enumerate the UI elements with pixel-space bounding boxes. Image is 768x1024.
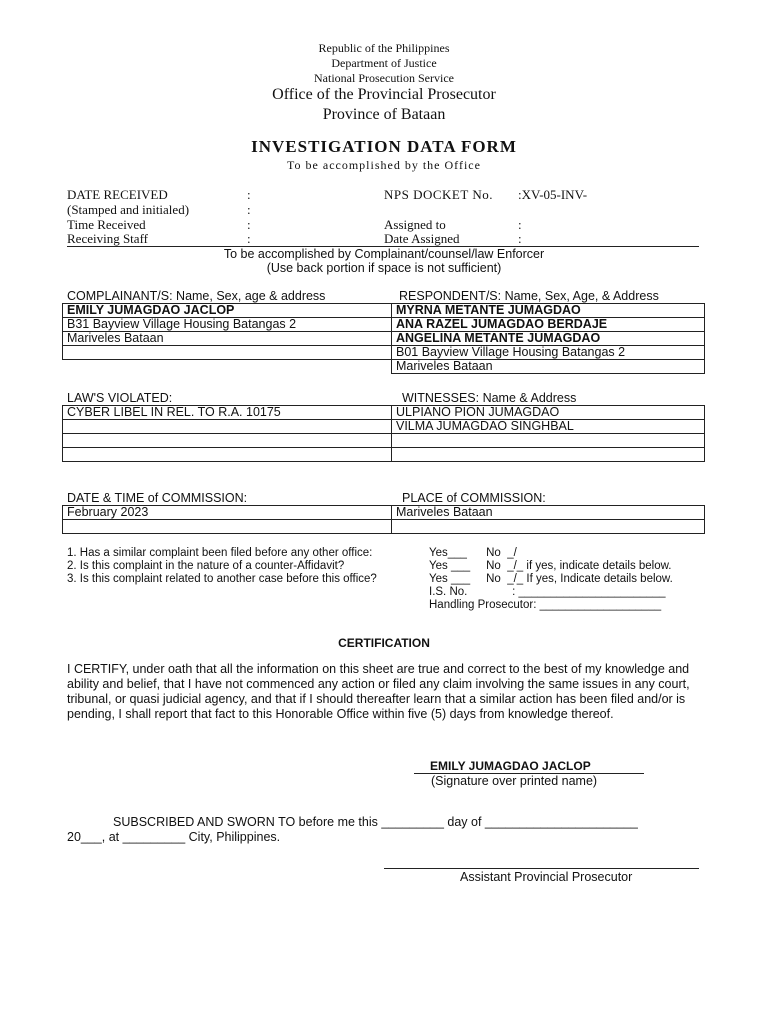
answer-2[interactable]: Yes ___ No _/_ if yes, indicate details below. xyxy=(429,560,672,572)
respondent-cell[interactable]: B01 Bayview Village Housing Batangas 2 xyxy=(392,346,705,360)
complainant-cell[interactable] xyxy=(63,360,392,374)
respondent-cell[interactable]: Mariveles Bataan xyxy=(392,360,705,374)
colon: : xyxy=(247,231,251,246)
table-row xyxy=(63,318,705,332)
laws-header: LAW'S VIOLATED: xyxy=(67,391,173,405)
witness-cell[interactable] xyxy=(392,434,705,448)
witness-cell[interactable] xyxy=(392,448,705,462)
prosecutor-caption: Assistant Provincial Prosecutor xyxy=(460,870,633,884)
respondent-cell[interactable]: MYRNA METANTE JUMAGDAO xyxy=(392,304,705,318)
stamped-label: (Stamped and initialed) xyxy=(67,202,190,217)
complainant-cell[interactable]: B31 Bayview Village Housing Batangas 2 xyxy=(63,318,392,332)
respondent-header: RESPONDENT/S: Name, Sex, Age, & Address xyxy=(399,289,659,303)
commission-date-header: DATE & TIME of COMMISSION: xyxy=(67,491,248,505)
instructions-line1: To be accomplished by Complainant/counsel/law Enforcer xyxy=(223,247,545,261)
handling-prosecutor-field[interactable]: Handling Prosecutor: ___________________ xyxy=(429,599,662,611)
table-row xyxy=(63,520,705,534)
table-row xyxy=(63,406,705,420)
commission-date-cell[interactable]: February 2023 xyxy=(63,506,392,520)
signature-caption: (Signature over printed name) xyxy=(431,774,598,788)
law-cell[interactable] xyxy=(63,434,392,448)
colon: : xyxy=(247,187,251,202)
is-number-field[interactable]: I.S. No. : _______________________ xyxy=(429,586,666,598)
question-2: 2. Is this complaint in the nature of a counter-Affidavit? xyxy=(67,560,345,572)
table-row xyxy=(63,332,705,346)
table-row xyxy=(63,346,705,360)
nps-docket-label: NPS DOCKET No. xyxy=(384,187,493,202)
complainant-cell[interactable]: EMILY JUMAGDAO JACLOP xyxy=(63,304,392,318)
form-subtitle: To be accomplished by the Office xyxy=(287,158,481,172)
header-republic: Republic of the Philippines xyxy=(318,41,450,55)
parties-table xyxy=(62,303,705,374)
question-1: 1. Has a similar complaint been filed before any other office: xyxy=(67,547,373,559)
witness-header: WITNESSES: Name & Address xyxy=(402,391,577,405)
prosecutor-signature-line xyxy=(384,868,699,869)
commission-place-header: PLACE of COMMISSION: xyxy=(402,491,546,505)
answer-3[interactable]: Yes ___ No _/_ If yes, Indicate details below. xyxy=(429,573,673,585)
jurat-line2: 20___, at _________ City, Philippines. xyxy=(67,830,281,844)
laws-table xyxy=(62,405,705,462)
commission-date-cell[interactable] xyxy=(63,520,392,534)
receiving-staff-label: Receiving Staff xyxy=(67,231,148,246)
commission-place-cell[interactable] xyxy=(392,520,705,534)
signer-name: EMILY JUMAGDAO JACLOP xyxy=(414,759,644,774)
law-cell[interactable]: CYBER LIBEL IN REL. TO R.A. 10175 xyxy=(63,406,392,420)
table-row xyxy=(63,420,705,434)
table-row xyxy=(63,304,705,318)
colon: : xyxy=(247,217,251,232)
answer-1[interactable]: Yes___ No _/ xyxy=(429,547,517,559)
assigned-to-label: Assigned to xyxy=(384,217,446,232)
witness-cell[interactable]: VILMA JUMAGDAO SINGHBAL xyxy=(392,420,705,434)
certification-title: CERTIFICATION xyxy=(338,636,430,650)
header-service: National Prosecution Service xyxy=(314,71,454,85)
respondent-cell[interactable]: ANGELINA METANTE JUMAGDAO xyxy=(392,332,705,346)
complainant-cell[interactable]: Mariveles Bataan xyxy=(63,332,392,346)
complainant-header: COMPLAINANT/S: Name, Sex, age & address xyxy=(67,289,326,303)
date-assigned-label: Date Assigned xyxy=(384,231,460,246)
table-row xyxy=(63,506,705,520)
complainant-cell[interactable] xyxy=(63,346,392,360)
commission-place-cell[interactable]: Mariveles Bataan xyxy=(392,506,705,520)
table-row xyxy=(63,434,705,448)
witness-cell[interactable]: ULPIANO PION JUMAGDAO xyxy=(392,406,705,420)
question-3: 3. Is this complaint related to another case before this office? xyxy=(67,573,377,585)
respondent-cell[interactable]: ANA RAZEL JUMAGDAO BERDAJE xyxy=(392,318,705,332)
header-department: Department of Justice xyxy=(331,56,437,70)
nps-docket-value: :XV-05-INV- xyxy=(518,187,588,202)
form-title: INVESTIGATION DATA FORM xyxy=(251,137,517,156)
table-row xyxy=(63,448,705,462)
commission-table xyxy=(62,505,705,534)
law-cell[interactable] xyxy=(63,448,392,462)
header-office: Office of the Provincial Prosecutor xyxy=(272,86,496,103)
date-received-label: DATE RECEIVED xyxy=(67,187,168,202)
colon: : xyxy=(518,231,522,246)
time-received-label: Time Received xyxy=(67,217,146,232)
table-row xyxy=(63,360,705,374)
law-cell[interactable] xyxy=(63,420,392,434)
instructions-line2: (Use back portion if space is not sufficient) xyxy=(266,261,502,275)
jurat-line1: SUBSCRIBED AND SWORN TO before me this _________ day of ______________________ xyxy=(113,815,638,829)
colon: : xyxy=(518,217,522,232)
header-province: Province of Bataan xyxy=(322,106,446,123)
certification-body: I CERTIFY, under oath that all the information on this sheet are true and correct to the best of my knowledge and ability and belief, that I have not commenced any action or filed any claim involving the same issues in any court, tribunal, or quasi judicial agency, and that if I should thereafter learn that a similar action has been filed and/or is pending, I shall report that fact to this Honorable Office within five (5) days from knowledge thereof. xyxy=(67,662,690,721)
colon: : xyxy=(247,202,251,217)
